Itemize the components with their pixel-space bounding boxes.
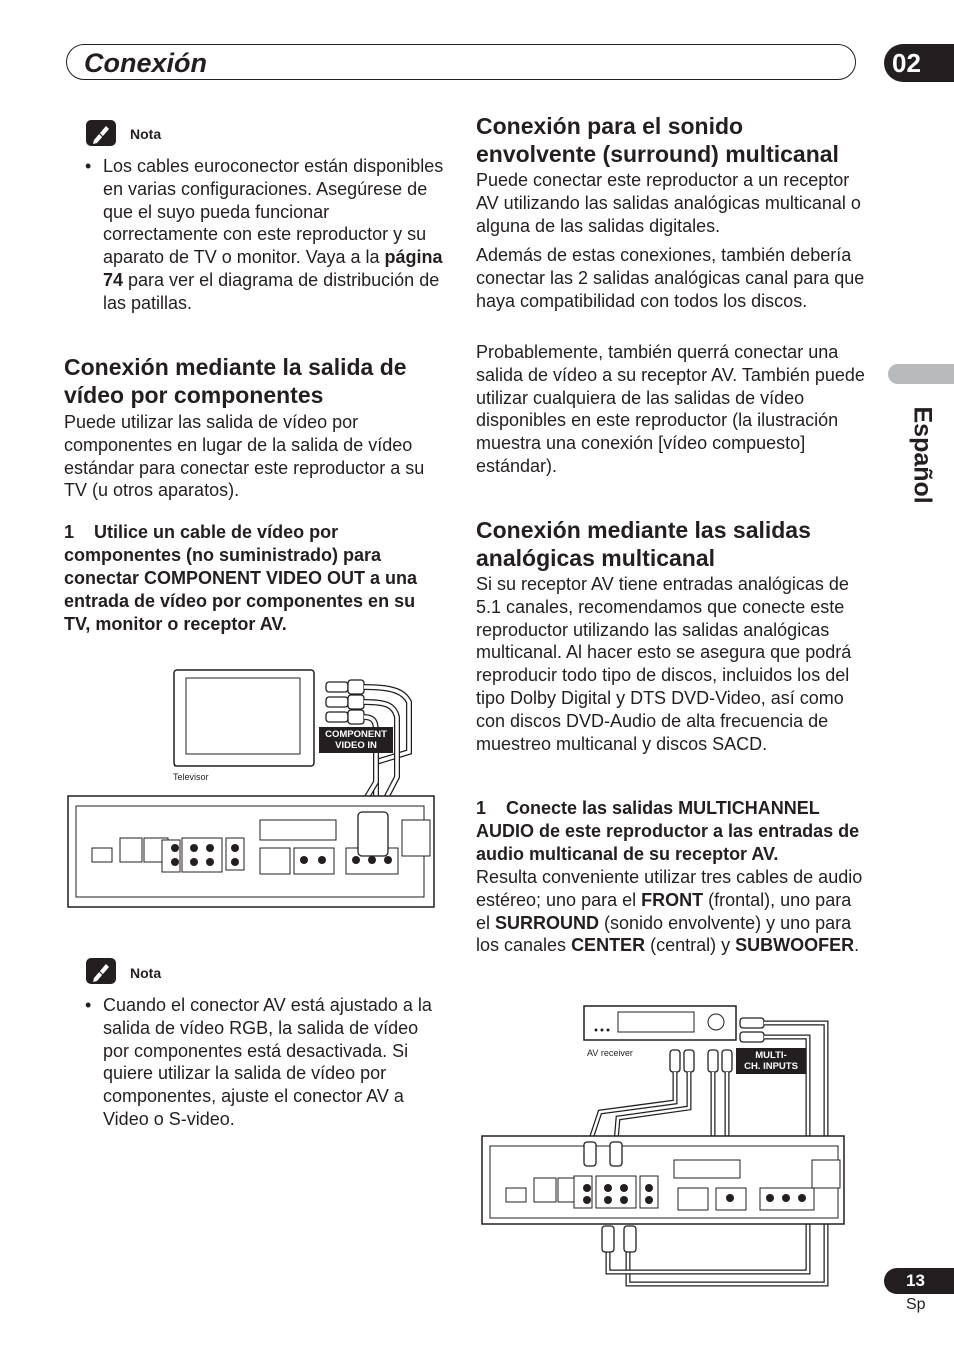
- note-label: Nota: [130, 126, 162, 142]
- section-paragraph: Puede utilizar las salida de vídeo por componentes en lugar de la salida de vídeo estándar para conectar este reproductor a su TV (u otros aparatos).: [64, 412, 425, 501]
- section-heading-component: Conexión mediante la salida de vídeo por componentes: [64, 354, 407, 408]
- multi-ch-inputs-label: MULTI- CH. INPUTS: [736, 1048, 806, 1074]
- front-term: FRONT: [641, 889, 704, 910]
- step-instruction: 1 Utilice un cable de vídeo por componentes (no suministrado) para conectar COMPONENT VIDEO OUT a una entrada de vídeo por componentes en su TV, monitor o receptor AV.: [64, 522, 423, 634]
- note-text: Los cables euroconector están disponibles en varias configuraciones. Asegúrese de que el suyo pueda funcionar correctamente con este reproductor y su aparato de TV o monitor. Vaya a la: [103, 156, 444, 268]
- surround-term: SURROUND: [495, 912, 600, 933]
- av-receiver-label: AV receiver: [587, 1048, 633, 1058]
- section-paragraph: Además de estas conexiones, también debería conectar las 2 salidas analógicas canal para que haya compatibilidad con todos los discos.: [476, 245, 865, 311]
- step-instruction: 1 Conecte las salidas MULTICHANNEL AUDIO de este reproductor a las entradas de audio multicanal de su receptor AV.: [476, 798, 865, 864]
- page-title: Conexión: [84, 48, 208, 78]
- note-bullet: • Los cables euroconector están disponibles en varias configuraciones. Asegúrese de que el suyo pueda funcionar correctamente con este reproductor y su aparato de TV o monitor. Vaya a la página 74 para ver el diagrama de distribución de las patillas.: [85, 156, 444, 313]
- side-tab-bar: [888, 364, 954, 384]
- page-number: 13: [884, 1268, 954, 1294]
- multichannel-audio-diagram: [478, 1002, 850, 1292]
- chapter-number: 02: [884, 44, 954, 82]
- section-paragraph: Probablemente, también querrá conectar una salida de vídeo a su receptor AV. También puede utilizar cualquiera de las salidas de vídeo disponibles en este reproductor (la ilustración muestra una conexión [vídeo compuesto] estándar).: [476, 342, 865, 476]
- section-heading-surround: Conexión para el sonido envolvente (surround) multicanal: [476, 113, 839, 167]
- language-code: Sp: [906, 1296, 926, 1313]
- tv-label: Televisor: [173, 772, 209, 782]
- language-tab: Español: [908, 406, 937, 504]
- section-paragraph: Si su receptor AV tiene entradas analógicas de 5.1 canales, recomendamos que conecte este reproductor utilizando las salidas analógicas multicanal. Al hacer esto se asegura que podrá reproducir todo tipo de discos, incluidos los del tipo Dolby Digital y DTS DVD-Video, así como con discos DVD-Audio de alta frecuencia de muestreo multicanal y discos SACD.: [476, 574, 852, 754]
- center-term: CENTER: [571, 935, 646, 956]
- subwoofer-term: SUBWOOFER: [735, 935, 855, 956]
- note-bullet: • Cuando el conector AV está ajustado a la salida de vídeo RGB, la salida de vídeo por componentes está desactivada. Si quiere utilizar la salida de vídeo por componentes, ajuste el conector AV a Video o S-video.: [85, 995, 432, 1129]
- note-text-end: para ver el diagrama de distribución de las patillas.: [103, 269, 440, 313]
- note-pencil-icon: [86, 120, 116, 146]
- section-heading-multichannel: Conexión mediante las salidas analógicas multicanal: [476, 517, 811, 571]
- step-detail: Resulta conveniente utilizar tres cables de audio estéreo; uno para el FRONT (frontal), uno para el SURROUND (sonido envolvente) y uno para los canales CENTER (central) y SUBWOOFER.: [476, 867, 863, 956]
- note-label: Nota: [130, 965, 162, 981]
- section-paragraph: Puede conectar este reproductor a un receptor AV utilizando las salidas analógicas multicanal o alguna de las salidas digitales.: [476, 170, 861, 236]
- note-text: Cuando el conector AV está ajustado a la salida de vídeo RGB, la salida de vídeo por componentes está desactivada. Si quiere utilizar la salida de vídeo por componentes, ajuste el conector AV a Video o S-video.: [103, 995, 432, 1129]
- component-video-in-label: COMPONENT VIDEO IN: [319, 727, 393, 753]
- page-reference-link: página 74: [103, 247, 443, 290]
- note-pencil-icon: [86, 958, 116, 984]
- component-video-diagram: [64, 662, 444, 912]
